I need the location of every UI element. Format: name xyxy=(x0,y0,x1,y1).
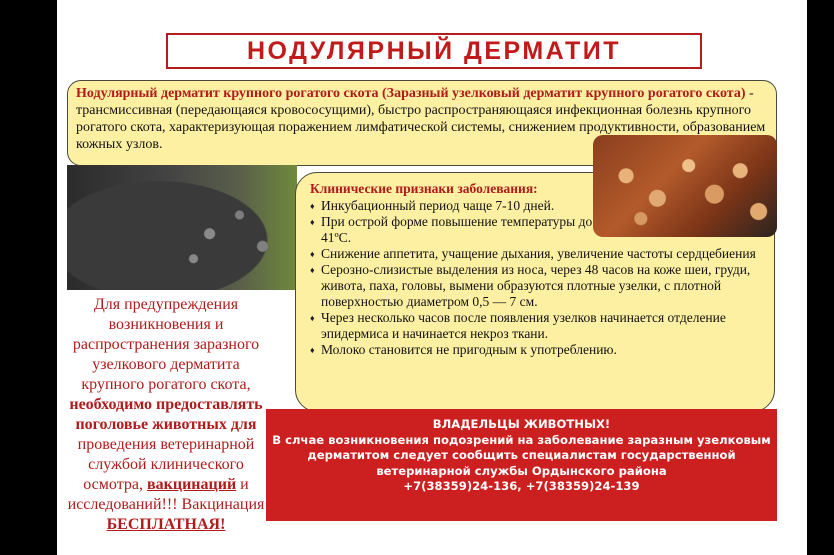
owners-phones: +7(38359)24-136, +7(38359)24-139 xyxy=(403,479,640,493)
leaflet-page xyxy=(57,0,807,555)
prevention-part1: Для предупреждения возникновения и распространения заразного узелкового дерматита крупного рогатого скота, xyxy=(72,296,260,393)
prevention-part3: и исследований!!! Вакцинация xyxy=(67,476,265,513)
prevention-bold: необходимо предоставлять поголовье животных для xyxy=(69,396,263,433)
sign-item: ♦ Через несколько часов после появления узелков начинается отделение эпидермиса и начинается некроз ткани. xyxy=(310,310,760,342)
page-title: НОДУЛЯРНЫЙ ДЕРМАТИТ xyxy=(247,36,621,65)
prevention-part2: проведения ветеринарной службой клинического осмотра, xyxy=(77,436,255,493)
sign-item: ♦ При острой форме повышение температуры до 41ºС. xyxy=(310,214,593,246)
sign-item: ♦ Молоко становится не пригодным к употреблению. xyxy=(310,342,760,358)
owners-banner xyxy=(266,409,777,521)
sign-item: ♦ Инкубационный период чаще 7-10 дней. xyxy=(310,198,593,214)
clinical-signs-heading: Клинические признаки заболевания: xyxy=(310,181,538,196)
owners-text: В слчае возникновения подозрений на заболевание заразным узелковым дерматитом следует сообщить специалистам государственной ветеринарной службы Ордынского района xyxy=(272,432,771,478)
intro-lead: Нодулярный дерматит крупного рогатого скота (Заразный узелковый дерматит крупного рогатого скота) xyxy=(76,86,746,101)
skin-nodules-photo xyxy=(593,135,777,237)
owners-heading: ВЛАДЕЛЬЦЫ ЖИВОТНЫХ! xyxy=(432,417,611,431)
cow-photo xyxy=(67,165,297,290)
title-box xyxy=(166,33,702,69)
intro-body: - трансмиссивная (передающаяся кровососущими), быстро распространяющаяся инфекционная болезнь крупного рогатого скота, характеризующая поражением лимфатической системы, снижением продуктивности, образованием кожных узлов. xyxy=(76,86,766,152)
free-word: БЕСПЛАТНАЯ! xyxy=(106,516,226,533)
sign-item: ♦ Серозно-слизистые выделения из носа, через 48 часов на коже шеи, груди, живота, паха, головы, вымени образуются плотные узелки, с плотной поверхностью диаметром 0,5 — 7 см. xyxy=(310,262,760,310)
vaccination-word: вакцинаций xyxy=(146,476,237,493)
sign-item: ♦ Снижение аппетита, учащение дыхания, увеличение частоты сердцебиения xyxy=(310,246,760,262)
prevention-text xyxy=(62,295,270,535)
